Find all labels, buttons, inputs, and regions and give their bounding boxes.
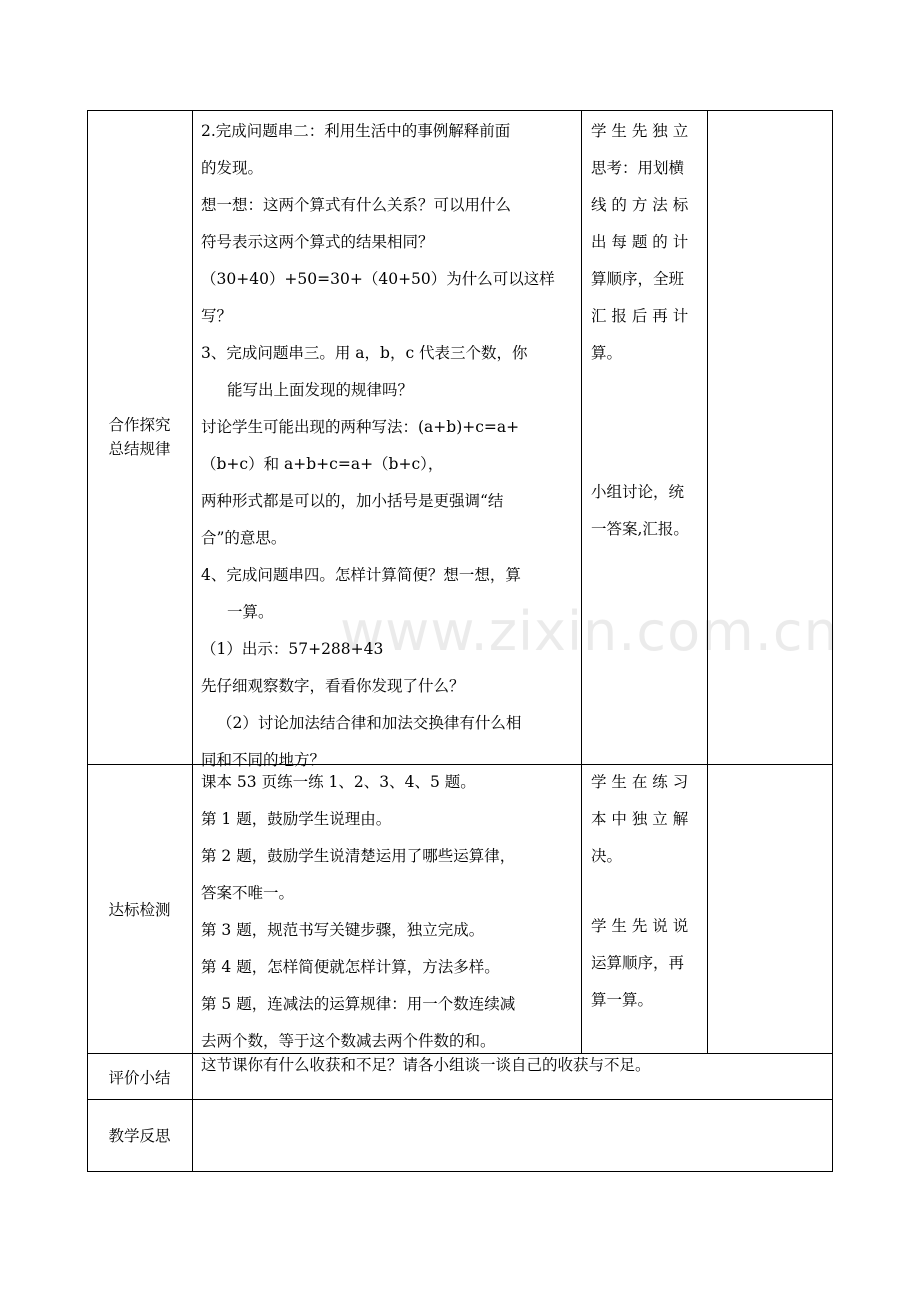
student-line: 学 生 在 练 习: [591, 773, 689, 791]
student-line: 算一算。: [591, 991, 654, 1009]
student-line: 算顺序，全班: [591, 270, 685, 288]
table-border-top: [87, 110, 833, 111]
student-line: 本 中 独 立 解: [591, 810, 689, 828]
check-line: 课本 53 页练一练 1、2、3、4、5 题。: [201, 773, 476, 791]
table-border-left: [87, 110, 88, 1172]
table-divider-label: [192, 110, 193, 1172]
table-divider-student: [581, 110, 582, 1054]
student-line: 决。: [591, 847, 623, 865]
explore-line: 合”的意思。: [201, 529, 287, 547]
explore-line: 3、完成问题串三。用 a，b，c 代表三个数，你: [201, 344, 528, 362]
row-label-summary: [87, 1066, 192, 1090]
explore-line: 讨论学生可能出现的两种写法：(a+b)+c=a+: [201, 418, 520, 436]
summary-line: 这节课你有什么收获和不足？请各小组谈一谈自己的收获与不足。: [201, 1056, 651, 1074]
row-label-explore-line-2: 总结规律: [108, 440, 171, 458]
explore-line: 同和不同的地方？: [201, 751, 326, 769]
explore-content: [201, 113, 555, 779]
table-row-line-3: [87, 1099, 833, 1100]
explore-line: 4、完成问题串四。怎样计算简便？想一想，算: [201, 566, 521, 584]
explore-line: 2.完成问题串二：利用生活中的事例解释前面: [201, 122, 511, 140]
explore-line: 能写出上面发现的规律吗？: [227, 381, 414, 399]
student-line: 出 每 题 的 计: [591, 233, 689, 251]
explore-line: （1）出示：57+288+43: [201, 640, 384, 658]
row-label-reflection-text: 教学反思: [108, 1127, 171, 1145]
table-divider-notes: [707, 110, 708, 1054]
student-line: 学 生 先 说 说: [591, 917, 689, 935]
table-border-bottom: [87, 1171, 833, 1172]
explore-student-activity: [591, 113, 688, 372]
row-label-explore-line-1: 合作探究: [108, 416, 171, 434]
student-line: 学 生 先 独 立: [591, 122, 689, 140]
explore-student-discussion: [591, 474, 689, 548]
student-line: 小组讨论，统: [591, 483, 685, 501]
row-label-summary-text: 评价小结: [108, 1069, 171, 1087]
row-label-check-text: 达标检测: [108, 901, 171, 919]
check-line: 第 4 题，怎样简便就怎样计算，方法多样。: [201, 958, 500, 976]
explore-line: （b+c）和 a+b+c=a+（b+c），: [201, 455, 444, 473]
explore-line: 先仔细观察数字，看看你发现了什么？: [201, 677, 465, 695]
explore-line: （2）讨论加法结合律和加法交换律有什么相: [217, 714, 522, 732]
row-label-reflection: [87, 1124, 192, 1148]
explore-line: （30+40）+50=30+（40+50）为什么可以这样: [201, 270, 555, 288]
explore-line: 符号表示这两个算式的结果相同？: [201, 233, 434, 251]
explore-line: 两种形式都是可以的，加小括号是更强调“结: [201, 492, 504, 510]
check-student-practice: [591, 764, 688, 875]
check-line: 去两个数，等于这个数减去两个件数的和。: [201, 1032, 496, 1050]
check-student-order: [591, 908, 688, 1019]
row-label-explore: [87, 413, 192, 461]
student-line: 算。: [591, 344, 623, 362]
explore-line: 一算。: [227, 603, 274, 621]
explore-line: 想一想：这两个算式有什么关系？可以用什么: [201, 196, 512, 214]
student-line: 一答案,汇报。: [591, 520, 689, 538]
student-line: 思考：用划横: [591, 159, 685, 177]
student-line: 汇 报 后 再 计: [591, 307, 689, 325]
check-line: 第 5 题，连减法的运算规律：用一个数连续减: [201, 995, 516, 1013]
explore-line: 写？: [201, 307, 233, 325]
student-line: 运算顺序，再: [591, 954, 685, 972]
row-label-check: [87, 898, 192, 922]
check-content: [201, 764, 515, 1060]
check-line: 第 3 题，规范书写关键步骤，独立完成。: [201, 921, 485, 939]
student-line: 线 的 方 法 标: [591, 196, 689, 214]
summary-content: [201, 1047, 651, 1084]
check-line: 第 1 题，鼓励学生说理由。: [201, 810, 392, 828]
check-line: 答案不唯一。: [201, 884, 295, 902]
watermark: www.zixin.com.cn: [340, 600, 839, 663]
explore-line: 的发现。: [201, 159, 264, 177]
check-line: 第 2 题，鼓励学生说清楚运用了哪些运算律，: [201, 847, 516, 865]
